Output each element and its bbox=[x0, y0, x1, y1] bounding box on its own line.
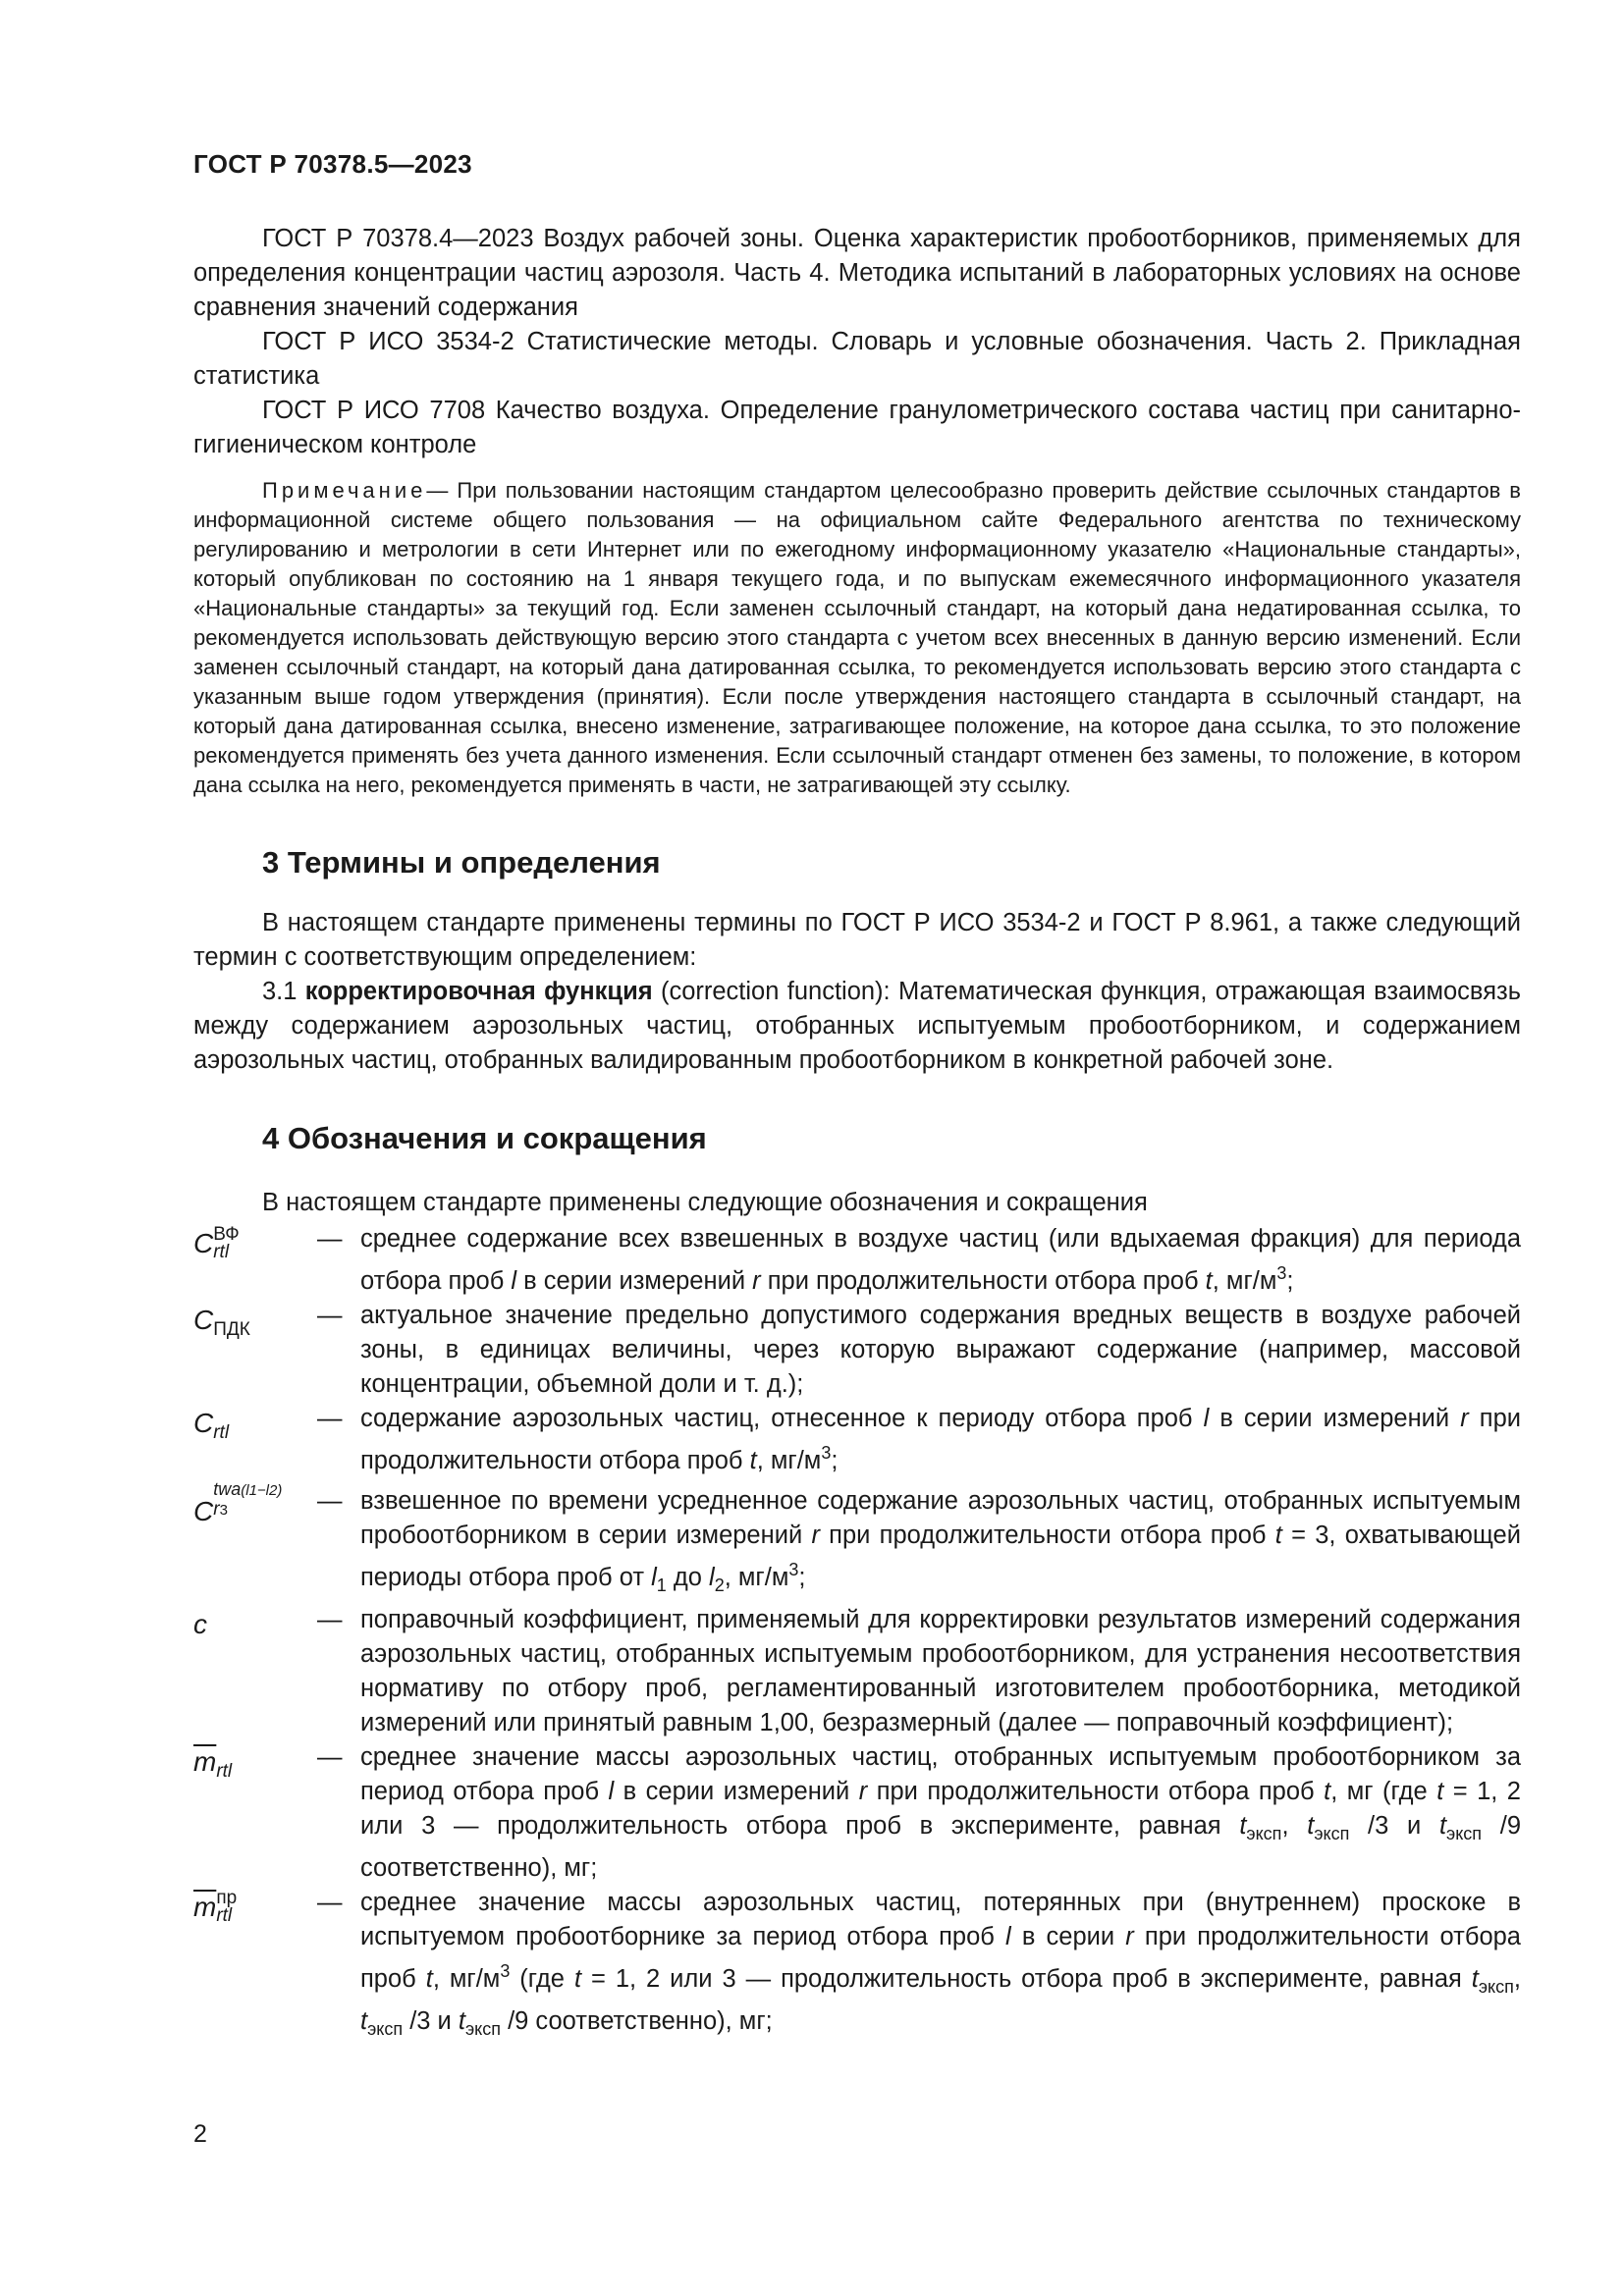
symbol-definition: $C_{rtl}$ — содержание аэрозольных частиц, отнесенное к периоду отбора проб l в серии измерений r при продолжительности отбора проб t, $мг/м^3$; bbox=[193, 1402, 1521, 1478]
symbol-definition: c — поправочный коэффициент, применяемый для корректировки результатов измерений содержания аэрозольных частиц, отобранных испытуемым пробоотборником, для устранения несоответствия нормативу по отбору проб, регламентированный изготовителем пробоотборника, методикой измерений или принятый равным 1,00, безразмерный (далее — поправочный коэффициент); bbox=[193, 1603, 1521, 1740]
document-body bbox=[193, 222, 1521, 2047]
symbol: $\overline{m}$ пр rtl bbox=[193, 1888, 238, 1926]
note-paragraph bbox=[193, 476, 1521, 800]
page-number: 2 bbox=[193, 2120, 207, 2148]
note-text: — При пользовании настоящим стандартом целесообразно проверить действие ссылочных стандартов в информационной системе общего пользования — на официальном сайте Федерального агентства по техническому регулированию и метрологии в сети Интернет или по ежегодному информационному указателю «Национальные стандарты», который опубликован по состоянию на 1 января текущего года, и по выпускам ежемесячного информационного указателя «Национальные стандарты» за текущий год. Если заменен ссылочный стандарт, на который дана недатированная ссылка, то рекомендуется использовать действующую версию этого стандарта с учетом всех внесенных в данную версию изменений. Если заменен ссылочный стандарт, на который дана датированная ссылка, то рекомендуется использовать версию этого стандарта с указанным выше годом утверждения (принятия). Если после утверждения настоящего стандарта в ссылочный стандарт, на который дана датированная ссылка, внесено изменение, затрагивающее положение, на которое дана ссылка, то это положение рекомендуется применять без учета данного изменения. Если ссылочный стандарт отменен без замены, то положение, в котором дана ссылка на него, рекомендуется применять в части, не затрагивающей эту ссылку. bbox=[193, 478, 1521, 797]
term-name: корректировочная функция bbox=[304, 978, 653, 1005]
symbol-definition: $\overline{m}$ пр rtl — среднее значение массы аэрозольных частиц, потерянных при (внутреннем) проскоке в испытуемом пробоотборнике за период отбора проб l в серии r при продолжительности отбора проб t, $мг/м^3$ (где t = 1, 2 или 3 — продолжительность отбора проб в эксперименте, равная $t_{эксп}$, $t_{эксп}$ /3 и $t_{эксп}$ /9 соответственно), мг; bbox=[193, 1886, 1521, 2047]
symbol: c bbox=[193, 1609, 207, 1639]
reference-item: ГОСТ Р 70378.4—2023 Воздух рабочей зоны. Оценка характеристик пробоотборников, применяемых для определения концентрации частиц аэрозоля. Часть 4. Методика испытаний в лабораторных условиях на основе сравнения значений содержания bbox=[193, 225, 1521, 321]
section-3-title: 3 Термины и определения bbox=[262, 845, 661, 880]
section-3-intro: В настоящем стандарте применены термины по ГОСТ Р ИСО 3534-2 и ГОСТ Р 8.961, а также следующий термин с соответствующим определением: bbox=[193, 909, 1521, 971]
term-text: Математическая функция, отражающая взаимосвязь между содержанием аэрозольных частиц, отобранных испытуемым пробоотборником, и содержанием аэрозольных частиц, отобранных валидированным пробоотборником в конкретной рабочей зоне. bbox=[193, 978, 1521, 1074]
section-4-title: 4 Обозначения и сокращения bbox=[262, 1121, 707, 1155]
term-english: (correction function): bbox=[660, 978, 891, 1005]
symbol: $C_{rtl}$ bbox=[193, 1408, 230, 1443]
reference-item: ГОСТ Р ИСО 7708 Качество воздуха. Определение гранулометрического состава частиц при санитарно-гигиеническом контроле bbox=[193, 397, 1521, 458]
reference-item: ГОСТ Р ИСО 3534-2 Статистические методы. Словарь и условные обозначения. Часть 2. Прикладная статистика bbox=[193, 328, 1521, 390]
symbol: C ВФ rtl bbox=[193, 1224, 240, 1262]
term-number: 3.1 bbox=[262, 978, 298, 1005]
note-label: Примечание bbox=[262, 478, 427, 503]
symbol-definition: $\overline{m}_{rtl}$ — среднее значение массы аэрозольных частиц, отобранных испытуемым пробоотборником за период отбора проб l в серии измерений r при продолжительности отбора проб t, мг (где t = 1, 2 или 3 — продолжительность отбора проб в эксперименте, равная $t_{эксп}$, $t_{эксп}$ /3 и $t_{эксп}$ /9 соответственно), мг; bbox=[193, 1740, 1521, 1886]
symbol-definition: C twa(l1−l2) r3 — взвешенное по времени усредненное содержание аэрозольных частиц, отобранных испытуемым пробоотборником в серии измерений r при продолжительности отбора проб t = 3, охватывающей периоды отбора проб от $l_1$ до $l_2$, $мг/м^3$; bbox=[193, 1484, 1521, 1603]
symbols-list bbox=[193, 1222, 1521, 2047]
symbol: $C_{ПДК}$ bbox=[193, 1305, 250, 1340]
term-definition bbox=[193, 975, 1521, 1078]
symbol-definition: $C_{ПДК}$ — актуальное значение предельно допустимого содержания вредных веществ в воздухе рабочей зоны, в единицах величины, через которую выражают содержание (например, массовой концентрации, объемной доли и т. д.); bbox=[193, 1299, 1521, 1402]
symbol-definition: C ВФ rtl — среднее содержание всех взвешенных в воздухе частиц (или вдыхаемая фракция) для периода отбора проб l в серии измерений r при продолжительности отбора проб t, $мг/м^3$; bbox=[193, 1222, 1521, 1299]
document-header: ГОСТ Р 70378.5—2023 bbox=[193, 149, 472, 179]
section-4-intro: В настоящем стандарте применены следующие обозначения и сокращения bbox=[262, 1189, 1148, 1216]
symbol: C twa(l1−l2) r3 bbox=[193, 1479, 283, 1526]
symbol: $\overline{m}_{rtl}$ bbox=[193, 1746, 233, 1782]
